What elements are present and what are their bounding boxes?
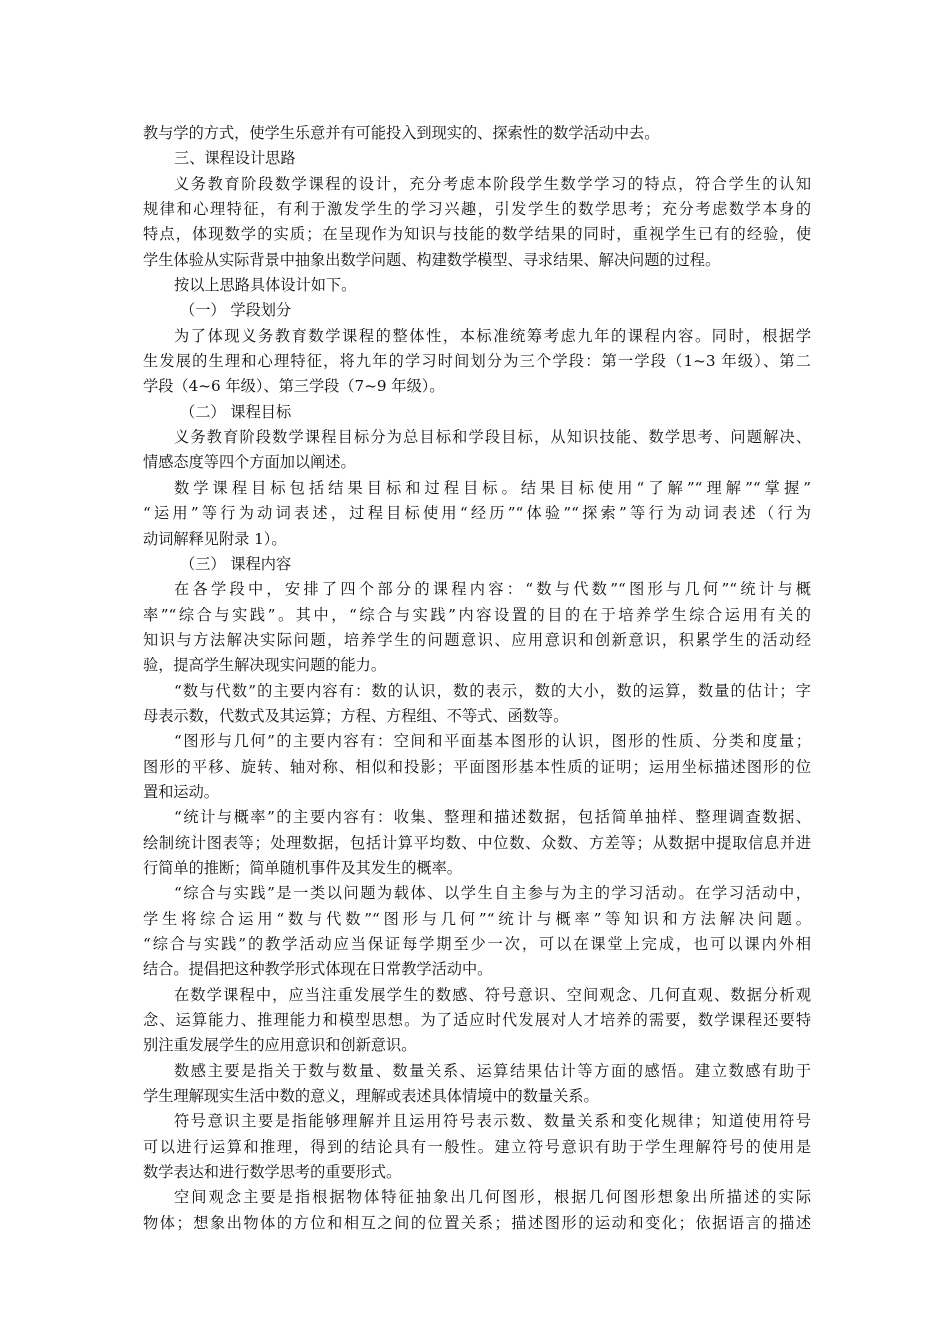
text-line: 念、运算能力、推理能力和模型思想。为了适应时代发展对人才培养的需要，数学课程还要特 bbox=[143, 1011, 811, 1030]
text-line: 空间观念主要是指根据物体特征抽象出几何图形，根据几何图形想象出所描述的实际 bbox=[174, 1188, 811, 1207]
text-line: 验，提高学生解决现实问题的能力。 bbox=[143, 656, 386, 675]
text-line: 绘制统计图表等；处理数据，包括计算平均数、中位数、众数、方差等；从数据中提取信息并进 bbox=[143, 833, 811, 852]
text-line: 母表示数，代数式及其运算；方程、方程组、不等式、函数等。 bbox=[143, 706, 569, 725]
text-line: 在各学段中，安排了四个部分的课程内容：“数与代数”“图形与几何”“统计与概 bbox=[174, 580, 811, 599]
text-line: 按以上思路具体设计如下。 bbox=[174, 276, 357, 295]
text-line: 别注重发展学生的应用意识和创新意识。 bbox=[143, 1036, 417, 1055]
text-line: “统计与概率”的主要内容有：收集、整理和描述数据，包括简单抽样、整理调查数据、 bbox=[174, 808, 811, 827]
text-line: 图形的平移、旋转、轴对称、相似和投影；平面图形基本性质的证明；运用坐标描述图形的位 bbox=[143, 757, 811, 776]
document-body bbox=[143, 121, 811, 1236]
text-line: 学段（4~6 年级）、第三学段（7~9 年级）。 bbox=[143, 377, 445, 396]
text-line: 物体；想象出物体的方位和相互之间的位置关系；描述图形的运动和变化；依据语言的描述 bbox=[143, 1213, 811, 1232]
text-line: 学生将综合运用“数与代数”“图形与几何”“统计与概率”等知识和方法解决问题。 bbox=[143, 909, 811, 928]
text-line: 义务教育阶段数学课程的设计，充分考虑本阶段学生数学学习的特点，符合学生的认知 bbox=[174, 174, 811, 193]
text-line: 可以进行运算和推理，得到的结论具有一般性。建立符号意识有助于学生理解符号的使用是 bbox=[143, 1137, 811, 1156]
text-line: 学生体验从实际背景中抽象出数学问题、构建数学模型、寻求结果、解决问题的过程。 bbox=[143, 250, 721, 269]
text-line: 置和运动。 bbox=[143, 782, 219, 801]
text-line: 数学课程目标包括结果目标和过程目标。结果目标使用“了解”“理解”“掌握” bbox=[174, 478, 811, 497]
text-line: 动词解释见附录 1）。 bbox=[143, 529, 287, 548]
text-line: 特点，体现数学的实质；在呈现作为知识与技能的数学结果的同时，重视学生已有的经验，使 bbox=[143, 225, 811, 244]
text-line: 教与学的方式，使学生乐意并有可能投入到现实的、探索性的数学活动中去。 bbox=[143, 124, 660, 142]
text-line: 学生理解现实生活中数的意义，理解或表述具体情境中的数量关系。 bbox=[143, 1087, 599, 1106]
text-line: （一） 学段划分 bbox=[180, 301, 292, 320]
text-line: 数感主要是指关于数与数量、数量关系、运算结果估计等方面的感悟。建立数感有助于 bbox=[174, 1061, 811, 1080]
text-line: “数与代数”的主要内容有：数的认识，数的表示，数的大小，数的运算，数量的估计；字 bbox=[174, 681, 811, 700]
text-line: “综合与实践”是一类以问题为载体、以学生自主参与为主的学习活动。在学习活动中， bbox=[174, 884, 811, 903]
text-line: “综合与实践”的教学活动应当保证每学期至少一次，可以在课堂上完成，也可以课内外相 bbox=[143, 935, 811, 953]
text-line: “运用”等行为动词表述，过程目标使用“经历”“体验”“探索”等行为动词表述（行为 bbox=[143, 504, 811, 523]
text-line: 三、课程设计思路 bbox=[174, 149, 296, 168]
text-line: 数学表达和进行数学思考的重要形式。 bbox=[143, 1163, 402, 1182]
text-line: 符号意识主要是指能够理解并且运用符号表示数、数量关系和变化规律；知道使用符号 bbox=[174, 1112, 811, 1131]
text-line: 生发展的生理和心理特征，将九年的学习时间划分为三个学段：第一学段（1~3 年级）、第二 bbox=[143, 352, 811, 371]
text-line: 为了体现义务教育数学课程的整体性，本标准统筹考虑九年的课程内容。同时，根据学 bbox=[174, 326, 811, 345]
text-line: 在数学课程中，应当注重发展学生的数感、符号意识、空间观念、几何直观、数据分析观 bbox=[174, 985, 811, 1004]
text-line: 率”“综合与实践”。其中，“综合与实践”内容设置的目的在于培养学生综合运用有关的 bbox=[143, 605, 811, 624]
text-line: 情感态度等四个方面加以阐述。 bbox=[143, 453, 356, 472]
text-line: 行简单的推断；简单随机事件及其发生的概率。 bbox=[143, 858, 462, 877]
text-line: （二） 课程目标 bbox=[180, 402, 292, 421]
text-line: （三） 课程内容 bbox=[180, 554, 292, 573]
text-line: 结合。提倡把这种教学形式体现在日常教学活动中。 bbox=[143, 960, 493, 979]
text-line: 规律和心理特征，有利于激发学生的学习兴趣，引发学生的数学思考；充分考虑数学本身的 bbox=[143, 200, 811, 219]
text-line: 义务教育阶段数学课程目标分为总目标和学段目标，从知识技能、数学思考、问题解决、 bbox=[174, 428, 811, 447]
text-line: “图形与几何”的主要内容有：空间和平面基本图形的认识，图形的性质、分类和度量； bbox=[174, 732, 811, 751]
text-line: 知识与方法解决实际问题，培养学生的问题意识、应用意识和创新意识，积累学生的活动经 bbox=[143, 630, 811, 649]
